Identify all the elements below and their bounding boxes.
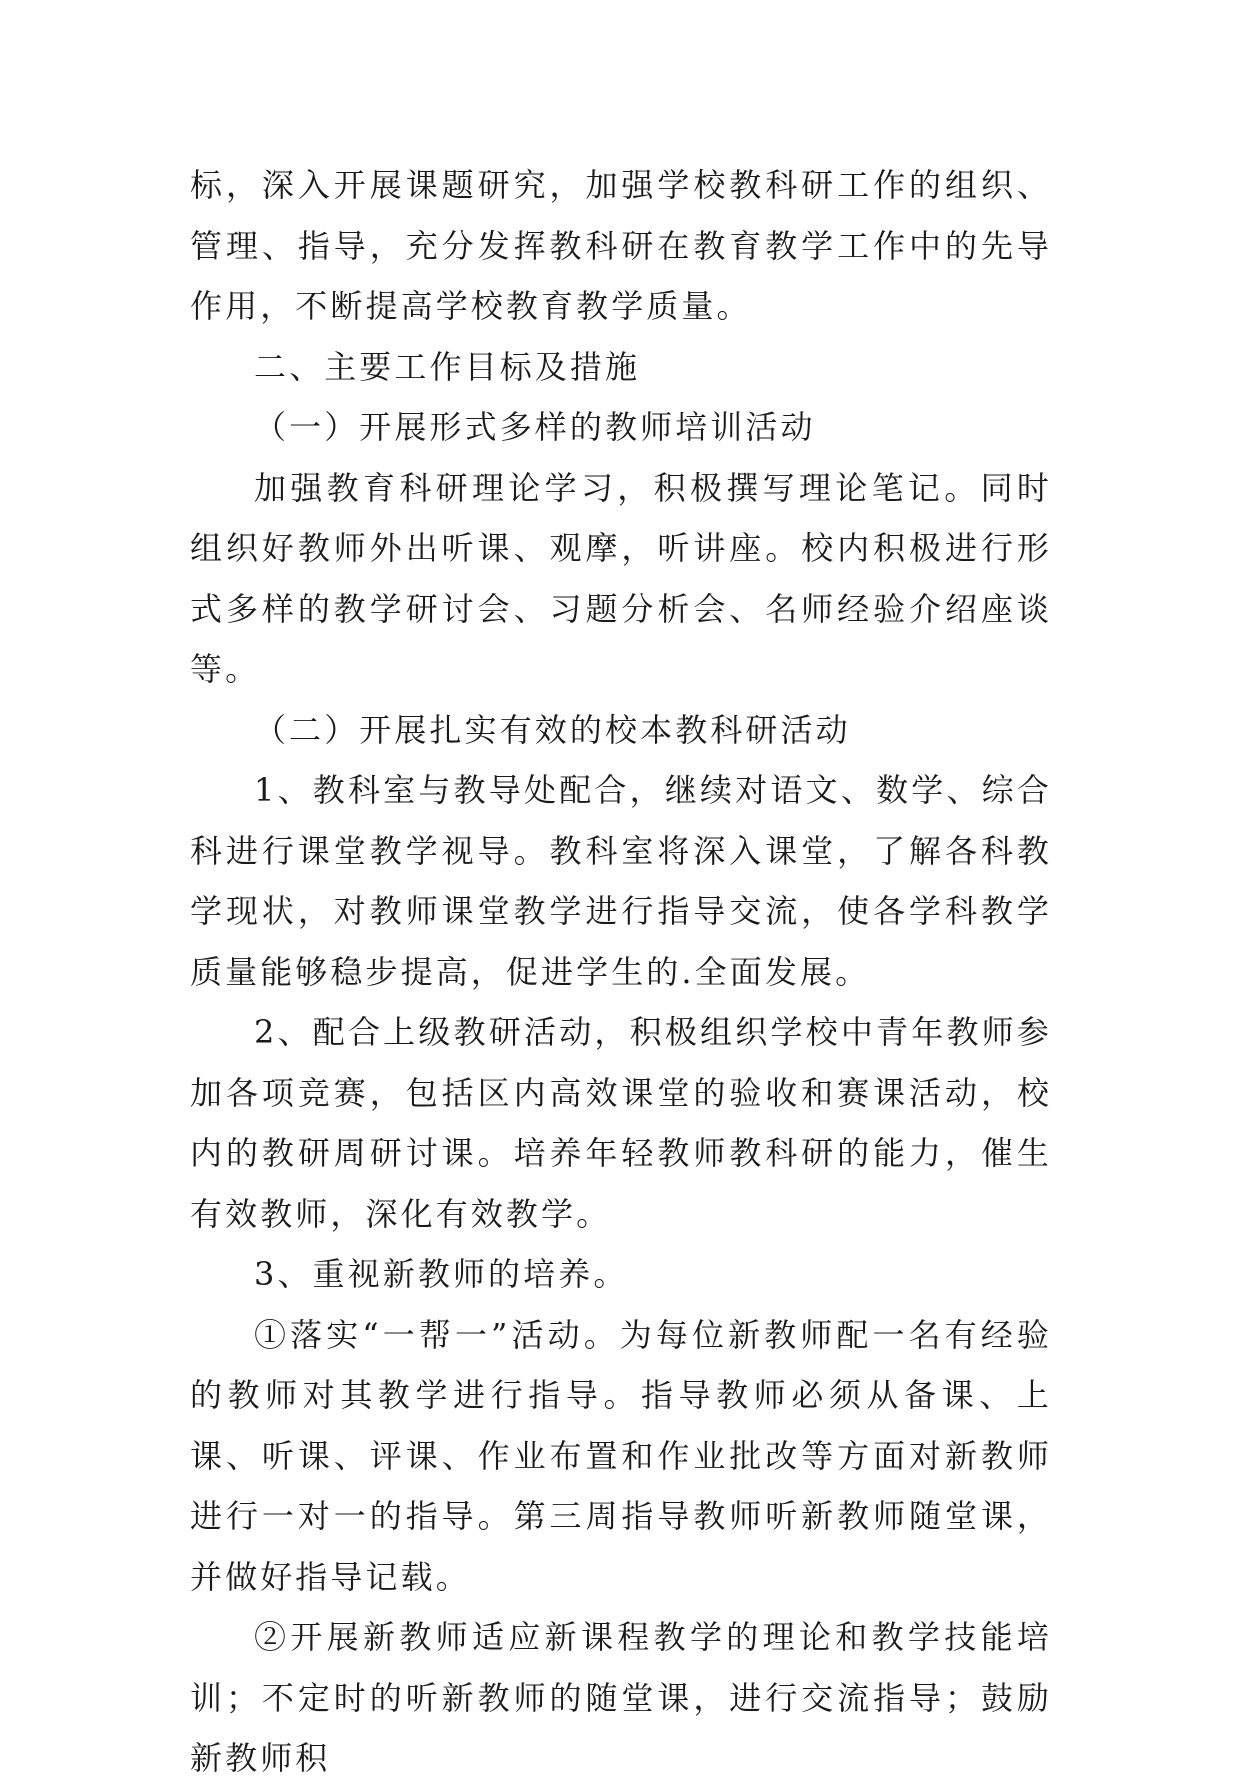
paragraph-subitem-1: ①落实“一帮一”活动。为每位新教师配一名有经验的教师对其教学进行指导。指导教师必须从备课、上课、听课、评课、作业布置和作业批改等方面对新教师进行一对一的指导。第三周指导教师听新教师随堂课，并做好指导记载。 <box>190 1315 1052 1596</box>
paragraph-1: 标，深入开展课题研究，加强学校教科研工作的组织、管理、指导，充分发挥教科研在教育教学工作中的先导作用，不断提高学校教育教学质量。 <box>190 166 1052 325</box>
paragraph-training: 加强教育科研理论学习，积极撰写理论笔记。同时组织好教师外出听课、观摩，听讲座。校内积极进行形式多样的教学研讨会、习题分析会、名师经验介绍座谈等。 <box>190 468 1052 688</box>
paragraph-item-3: 3、重视新教师的培养。 <box>254 1255 629 1293</box>
document-body <box>190 155 1052 1789</box>
paragraph-item-1: 1、教科室与教导处配合，继续对语文、数学、综合科进行课堂教学视导。教科室将深入课堂，了解各科教学现状，对教师课堂教学进行指导交流，使各学科教学质量能够稳步提高，促进学生的.全面发展。 <box>190 771 1052 991</box>
subsection-heading-1: （一）开展形式多样的教师培训活动 <box>254 408 816 446</box>
paragraph-item-2: 2、配合上级教研活动，积极组织学校中青年教师参加各项竞赛，包括区内高效课堂的验收和赛课活动，校内的教研周研讨课。培养年轻教师教科研的能力，催生有效教师，深化有效教学。 <box>190 1013 1052 1233</box>
subsection-heading-2: （二）开展扎实有效的校本教科研活动 <box>254 710 851 749</box>
paragraph-subitem-2: ②开展新教师适应新课程教学的理论和教学技能培训；不定时的听新教师的随堂课，进行交流指导；鼓励新教师积 <box>190 1618 1052 1777</box>
section-heading-2: 二、主要工作目标及措施 <box>254 347 641 386</box>
